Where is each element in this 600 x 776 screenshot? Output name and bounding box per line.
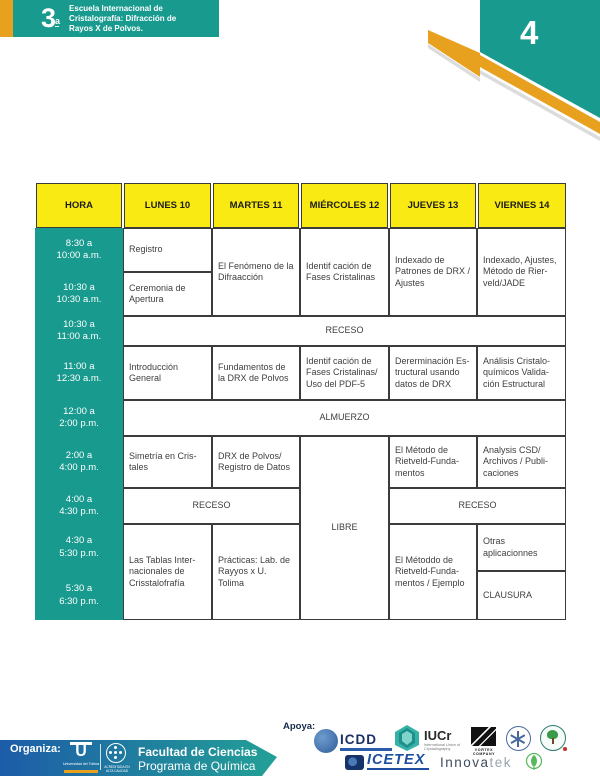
event-banner (13, 0, 219, 37)
icetex-logo: ICETEX (367, 752, 426, 768)
cell-practicas: Prácticas: Lab. de Rayyos x U. Tolima (212, 524, 300, 620)
time-slot: 10:30 a 11:00 a.m. (56, 318, 102, 342)
utolima-accent-bar (64, 770, 98, 773)
cell-indexado-patrones: Indexado de Patrones de DRX / Ajustes (389, 228, 477, 316)
time-slot: 11:00 a 12:30 a.m. (56, 360, 102, 384)
cell-identificacion: Identif cación de Fases Cristalinas (300, 228, 389, 316)
organiza-label: Organiza: (10, 743, 61, 755)
time-slot: 4:30 a 5:30 p.m. (59, 535, 99, 559)
time-slot: 12:00 a 2:00 p.m. (59, 405, 99, 429)
col-header-lunes: LUNES 10 (124, 183, 211, 228)
cell-simetria: Simetría en Cris-tales (123, 436, 212, 488)
icetex-globe-icon (345, 755, 364, 770)
cell-metoddo-ejemplo: El Métoddo de Rietveld-Funda-mentos / Ejemplo (389, 524, 477, 620)
seal-red-mark (563, 747, 567, 751)
time-column (35, 228, 123, 620)
icdd-underline (340, 748, 392, 751)
cell-libre: LIBRE (300, 436, 389, 620)
col-header-miercoles: MIÉRCOLES 12 (301, 183, 388, 228)
acreditada-seal-dots (114, 751, 117, 754)
time-slot: 10:30 a 10:30 a.m. (56, 281, 102, 305)
cell-receso-3: RECESO (389, 488, 566, 524)
cell-ceremonia: Ceremonia de Apertura (123, 272, 212, 316)
tree-trunk (552, 738, 554, 744)
col-header-martes: MARTES 11 (213, 183, 299, 228)
cell-determinacion: Dererminación Es-tructural usando datos de DRX (389, 346, 477, 400)
apoya-label: Apoya: (283, 721, 316, 732)
icetex-underline (367, 768, 429, 770)
time-slot: 5:30 a 6:30 p.m. (59, 583, 99, 607)
corner-orange-chip (428, 30, 480, 77)
cell-registro: Registro (123, 228, 212, 272)
col-header-hora: HORA (36, 183, 122, 228)
iucr-subtext: International Union of Crystallography (424, 743, 461, 752)
time-slot: 2:00 a 4:00 p.m. (59, 449, 99, 473)
page-number: 4 (520, 14, 539, 51)
cell-fenomeno: El Fenómeno de la Difraacción (212, 228, 300, 316)
vortex-logo-icon (471, 727, 496, 746)
acreditada-caption: ACREDITADA EN ALTA CALIDAD (104, 765, 130, 773)
cell-otras: Otras aplicacionnes (477, 524, 566, 571)
edition-number: 3$^a$ (41, 3, 60, 33)
cell-almuerzo: ALMUERZO (123, 400, 566, 436)
cell-indexado-ajustes: Indexado, Ajustes, Método de Rier-veld/JADE (477, 228, 566, 316)
utolima-logo: U (75, 743, 87, 760)
cell-fundamentos: Fundamentos de la DRX de Polvos (212, 346, 300, 400)
cell-clausura: CLAUSURA (477, 571, 566, 620)
accent-orange-bar (0, 0, 13, 37)
iucr-logo: IUCr (424, 728, 452, 743)
cell-analisis: Análisis Cristalo-químicos Valida-ción Estructural (477, 346, 566, 400)
corner-decoration (380, 0, 600, 150)
cell-receso-2: RECESO (123, 488, 300, 524)
utolima-caption: Universidad del Tolima (62, 762, 100, 766)
icdd-globe-icon (314, 729, 338, 753)
cell-metodo-rietveld: El Método de Rietveld-Funda-mentos (389, 436, 477, 488)
vortex-caption: VORTEX COMPANY (472, 748, 496, 756)
iucr-star-icon (393, 724, 421, 752)
cell-receso-1: RECESO (123, 316, 566, 346)
event-title: Escuela Internacional de Cristalografía: Difracción de Rayos X de Polvos. (69, 3, 177, 33)
col-header-viernes: VIERNES 14 (478, 183, 566, 228)
program-label: Programa de Química (138, 759, 256, 773)
col-header-jueves: JUEVES 13 (390, 183, 476, 228)
cell-introduccion: Introducción General (123, 346, 212, 400)
time-slot: 8:30 a 10:00 a.m. (56, 237, 102, 261)
faculty-label: Facultad de Ciencias (138, 745, 258, 759)
cell-ident-pdf: Identif cación de Fases Cristalinas/ Uso del PDF-5 (300, 346, 389, 400)
cell-tablas: Las Tablas Inter-nacionales de Crisstalofrafía (123, 524, 212, 620)
cell-drx-registro: DRX de Polvos/ Registro de Datos (212, 436, 300, 488)
time-slot: 4:00 a 4:30 p.m. (59, 493, 99, 517)
icdd-logo: ICDD (340, 732, 377, 747)
schedule-table (35, 183, 568, 620)
innovatek-leaf-icon (525, 751, 543, 771)
cell-analysis-csd: Analysis CSD/ Archivos / Publi-caciones (477, 436, 566, 488)
footer-separator (100, 744, 101, 770)
innovatek-logo: Innovatek (440, 755, 513, 770)
